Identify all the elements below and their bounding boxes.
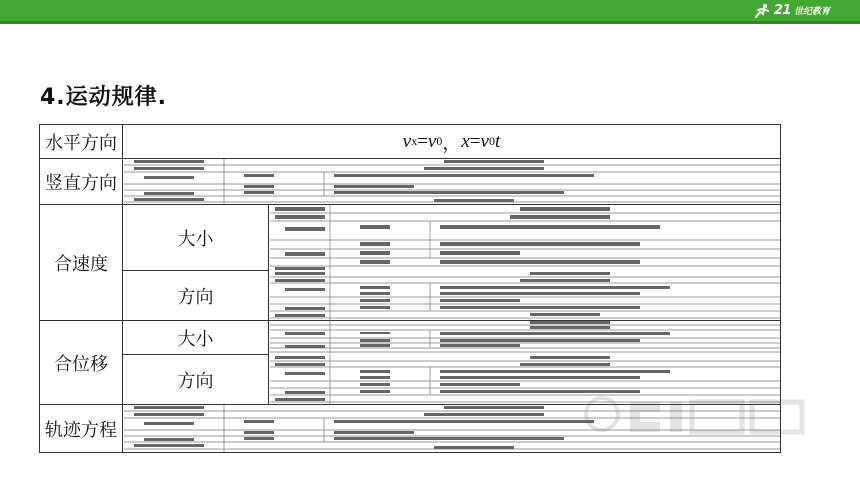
formula-eq2: = <box>469 130 481 152</box>
page-title: 4.运动规律. <box>40 85 168 110</box>
embedded-formula-table <box>124 159 780 204</box>
formula-x: x <box>461 130 470 152</box>
embedded-table-image <box>270 321 780 354</box>
row-label: 轨迹方程 <box>40 405 123 452</box>
formula-v: v <box>402 130 412 152</box>
banner-stripe <box>0 21 860 24</box>
brand-name: 21 <box>773 3 791 18</box>
table-row-velocity <box>40 205 780 321</box>
sub-label-magnitude: 大小 <box>123 321 269 355</box>
embedded-formula-table <box>270 205 780 270</box>
table-row-vertical <box>40 159 780 205</box>
row-label: 竖直方向 <box>40 159 123 204</box>
row-label: 合位移 <box>40 321 123 404</box>
brand-watermark-icon <box>580 392 820 442</box>
brand-logo <box>753 2 830 19</box>
runner-logo-icon <box>753 3 771 19</box>
sub-label-direction: 方向 <box>123 271 269 321</box>
horizontal-formula <box>123 125 780 158</box>
row-label: 合速度 <box>40 205 123 320</box>
row-label: 水平方向 <box>40 125 123 158</box>
table-row-horizontal <box>40 125 780 159</box>
formula-sub-0b: 0 <box>488 134 495 148</box>
formula-sep: ， <box>442 133 462 154</box>
sub-label-direction: 方向 <box>123 355 269 405</box>
embedded-table-image <box>124 159 780 204</box>
top-banner <box>0 0 860 21</box>
embedded-formula-table <box>270 321 780 354</box>
formula-sub-x: x <box>411 134 418 148</box>
formula-v0b: v <box>480 130 489 152</box>
embedded-table-image <box>270 205 780 270</box>
sub-label-magnitude: 大小 <box>123 205 269 271</box>
brand-name-cn: 世纪教育 <box>793 7 830 17</box>
formula-sub-0: 0 <box>436 134 443 148</box>
formula-v0: v <box>427 130 437 152</box>
embedded-table-image <box>270 271 780 321</box>
formula-eq: = <box>417 130 428 152</box>
formula-t: t <box>494 130 501 152</box>
embedded-formula-table <box>270 271 780 321</box>
